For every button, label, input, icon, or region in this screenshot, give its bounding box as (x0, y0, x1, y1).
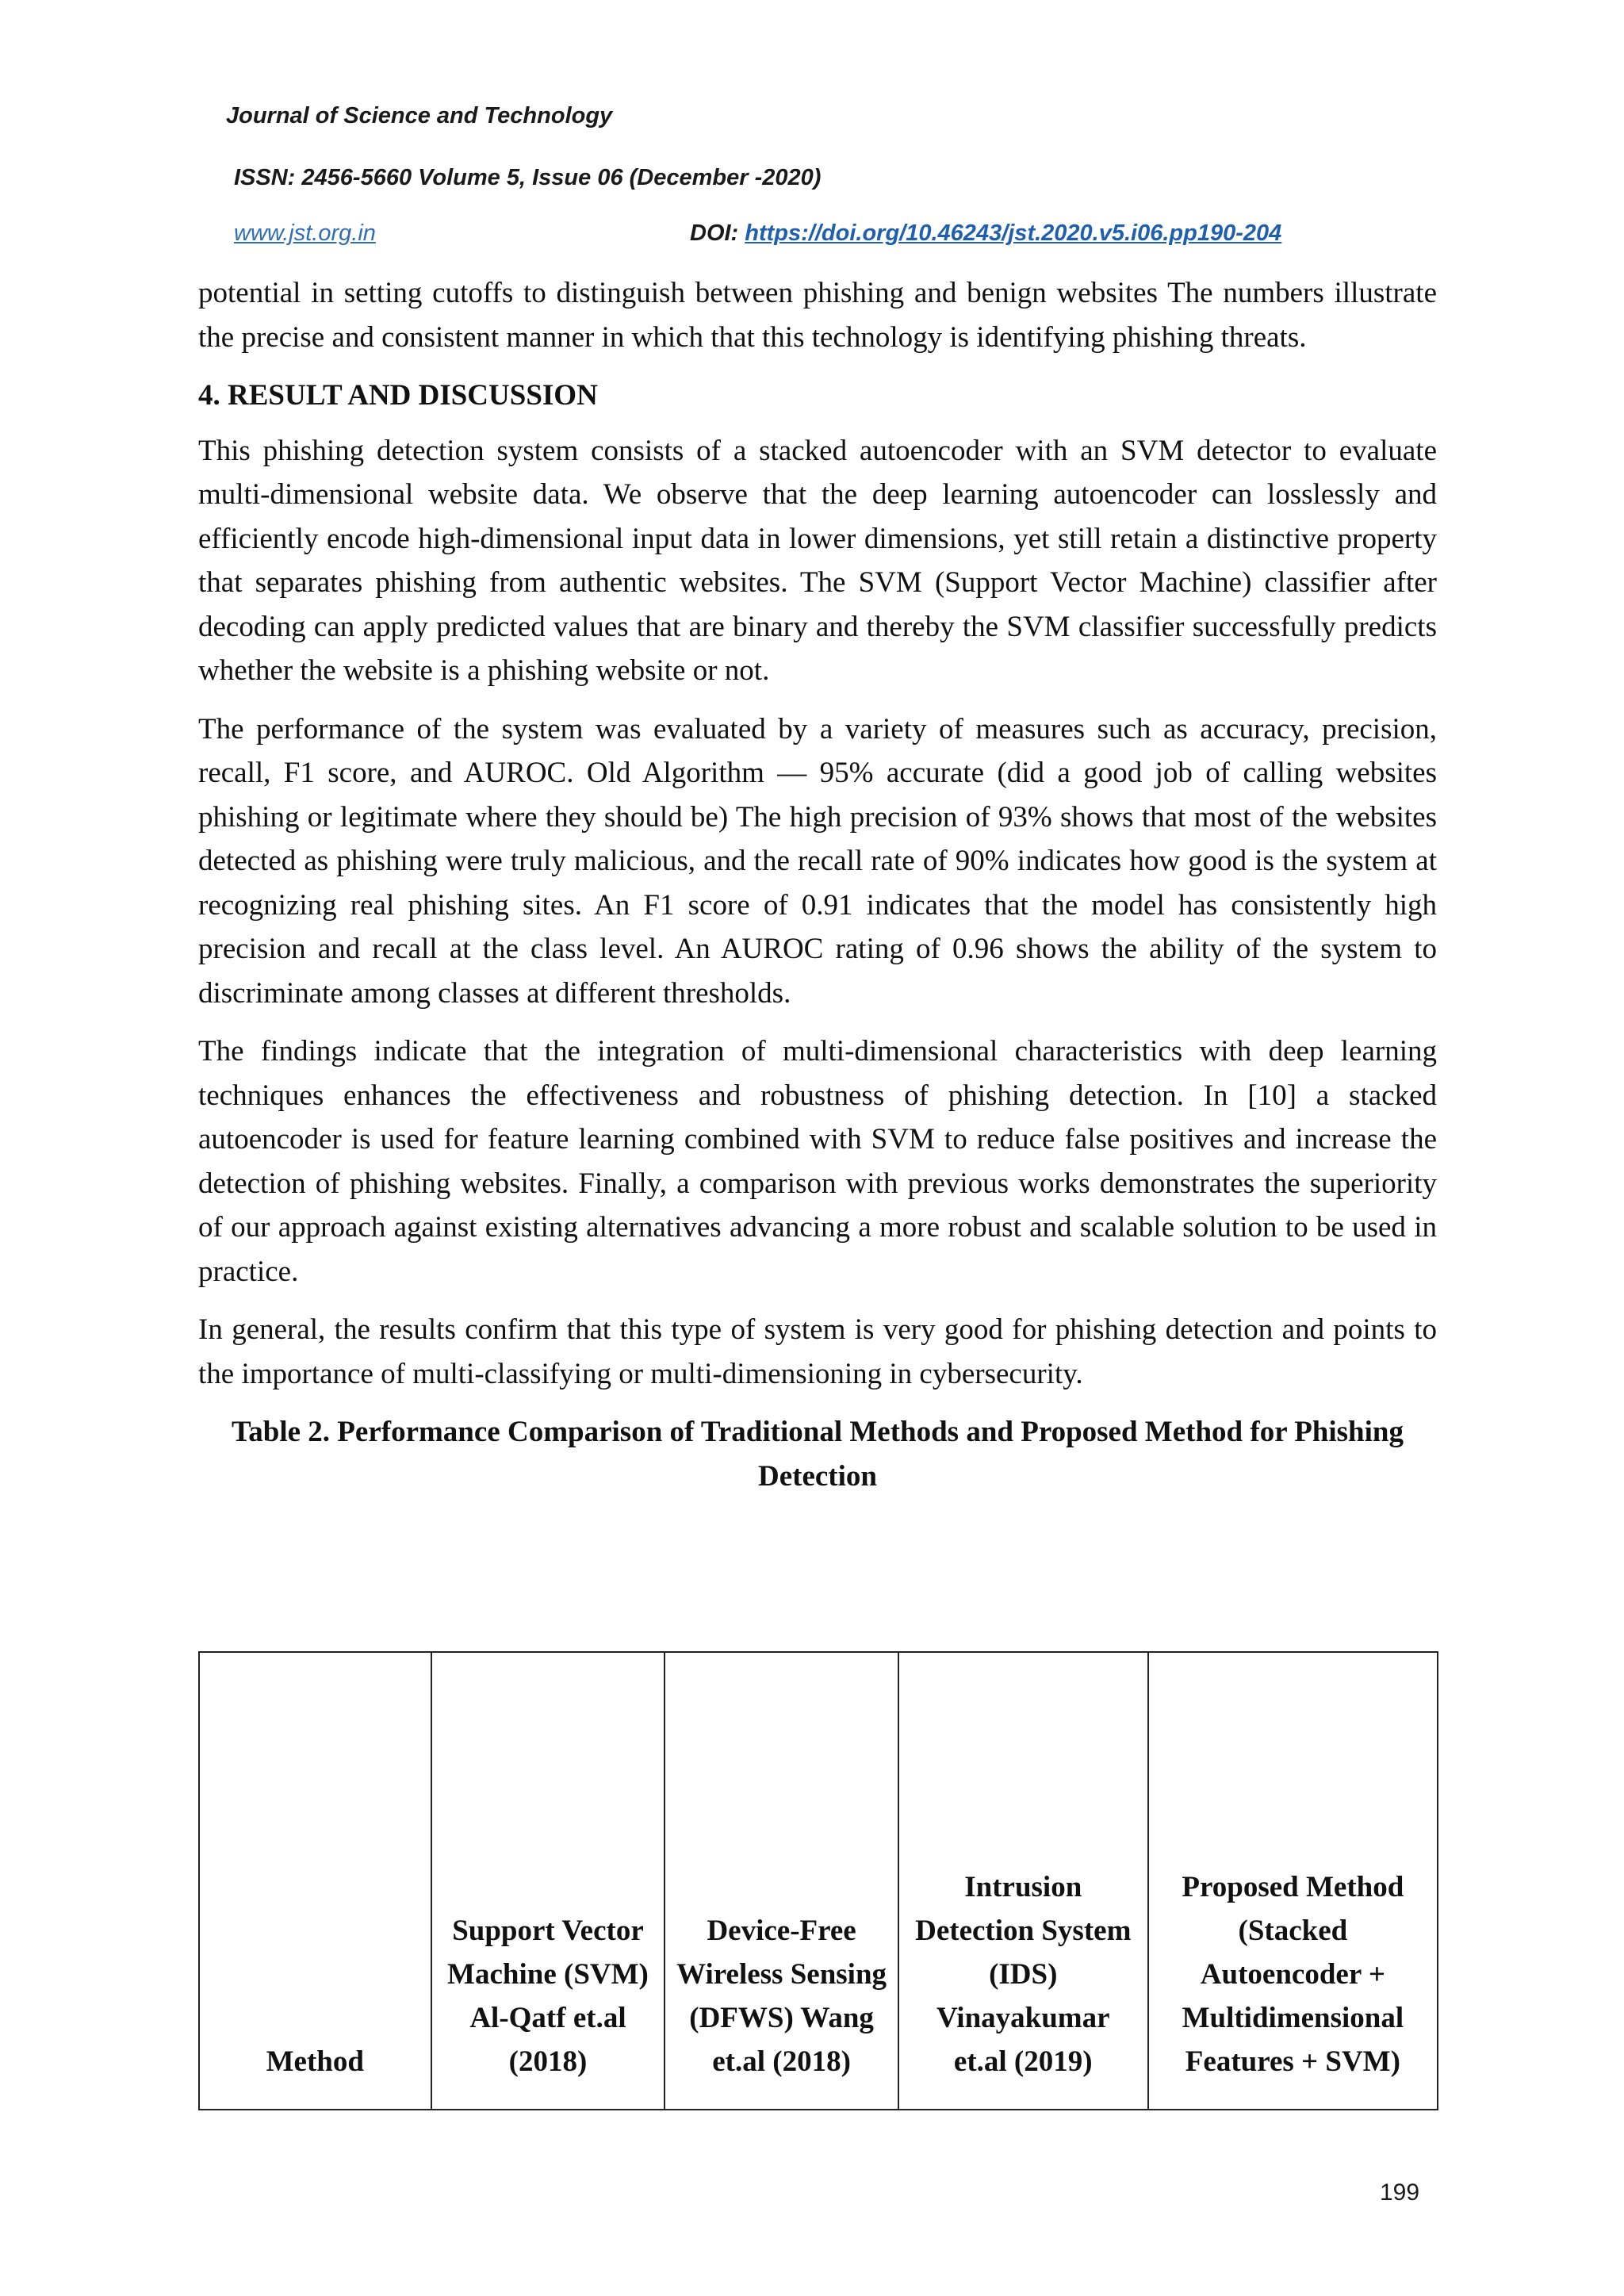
table-caption: Table 2. Performance Comparison of Traditional Methods and Proposed Method for Phishing Detection (231, 1416, 1404, 1493)
doi-reference (690, 220, 1281, 247)
paragraph-performance: The performance of the system was evaluated by a variety of measures such as accuracy, precision, recall, F1 score, and AUROC. Old Algorithm — 95% accurate (did a good job of calling websites phishing or legitimate where they should be) The high precision of 93% shows that most of the websites detected as phishing were truly malicious, and the recall rate of 90% indicates how good is the system at recognizing real phishing sites. An F1 score of 0.91 indicates that the model has consistently high precision and recall at the class level. An AUROC rating of 0.96 shows the ability of the system to discriminate among classes at different thresholds. (198, 712, 1437, 1010)
doi-label: DOI: (690, 220, 745, 246)
paragraph-findings: The findings indicate that the integration of multi-dimensional characteristics with deep learning techniques enhances the effectiveness and robustness of phishing detection. In [10] a stacked autoencoder is used for feature learning combined with SVM to reduce false positives and increase the detection of phishing websites. Finally, a comparison with previous works demonstrates the superiority of our approach against existing alternatives advancing a more robust and scalable solution to be used in practice. (198, 1035, 1437, 1288)
header-method: Method (199, 1652, 431, 2110)
journal-issn: ISSN: 2456-5660 Volume 5, Issue 06 (December -2020) (234, 165, 822, 190)
section-heading: 4. RESULT AND DISCUSSION (198, 379, 598, 412)
paragraph-conclusion: In general, the results confirm that this type of system is very good for phishing detection and points to the importance of multi-classifying or multi-dimensioning in cybersecurity. (198, 1313, 1437, 1390)
paragraph-intro: potential in setting cutoffs to distinguish between phishing and benign websites The numbers illustrate the precise and consistent manner in which that this technology is identifying phishing threats. (198, 277, 1437, 354)
header-ids: Intrusion Detection System (IDS) Vinayakumar et.al (2019) (898, 1652, 1148, 2110)
journal-title: Journal of Science and Technology (226, 103, 613, 128)
header-dfws: Device-Free Wireless Sensing (DFWS) Wang et.al (2018) (665, 1652, 898, 2110)
article-body (198, 271, 1437, 1498)
header-svm: Support Vector Machine (SVM) Al-Qatf et.al (2018) (431, 1652, 665, 2110)
table-header-row (199, 1652, 1438, 2110)
page-number: 199 (1380, 2179, 1420, 2206)
comparison-table (198, 1651, 1438, 2110)
header-proposed: Proposed Method (Stacked Autoencoder + Multidimensional Features + SVM) (1148, 1652, 1438, 2110)
doi-link[interactable]: https://doi.org/10.46243/jst.2020.v5.i06.pp190-204 (745, 220, 1282, 246)
paragraph-system-overview: This phishing detection system consists of a stacked autoencoder with an SVM detector to evaluate multi-dimensional website data. We observe that the deep learning autoencoder can losslessly and efficiently encode high-dimensional input data in lower dimensions, yet still retain a distinctive property that separates phishing from authentic websites. The SVM (Support Vector Machine) classifier after decoding can apply predicted values that are binary and thereby the SVM classifier successfully predicts whether the website is a phishing website or not. (198, 434, 1437, 687)
journal-links (234, 220, 1423, 247)
journal-website-link[interactable]: www.jst.org.in (234, 220, 376, 246)
